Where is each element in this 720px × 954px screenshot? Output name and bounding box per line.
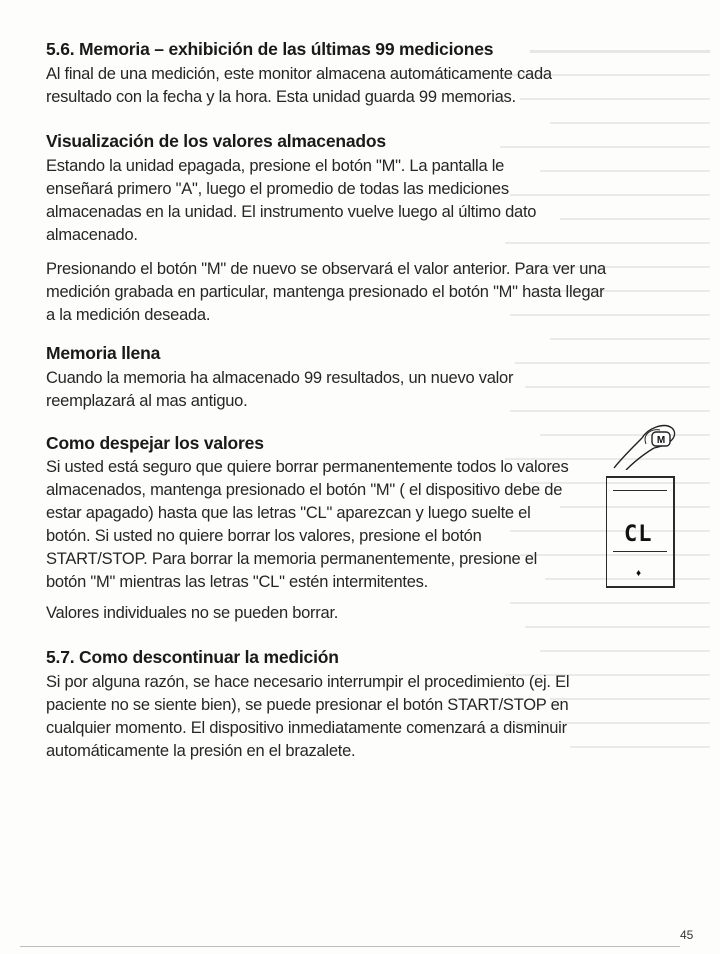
footer-rule: [20, 946, 680, 947]
page-number: 45: [680, 928, 694, 942]
paragraph-stop-1: Si por alguna razón, se hace necesario interrumpir el procedimiento (ej. El paciente no se siente bien), se puede presionar el botón START/STOP en cualquier momento. El dispositivo inmediatamente comenzará a disminuir automáticamente la presión en el brazalete.: [46, 673, 570, 760]
section-title-clear: Como despejar los valores: [46, 433, 264, 453]
finger-press-m-button-illustration: [612, 418, 678, 470]
section-title-memory: 5.6. Memoria – exhibición de las últimas 99 mediciones: [46, 39, 494, 59]
paragraph-full-1: Cuando la memoria ha almacenado 99 resultados, un nuevo valor reemplazará al mas antiguo.: [46, 369, 514, 410]
section-title-full: Memoria llena: [46, 343, 161, 363]
section-title-stop: 5.7. Como descontinuar la medición: [46, 647, 339, 667]
paragraph-view-1: Estando la unidad epagada, presione el botón "M". La pantalla le enseñará primero "A", luego el promedio de todas las mediciones almacenadas en la unidad. El instrumento vuelve luego al último dato almacenado.: [46, 157, 537, 244]
paragraph-view-2: Presionando el botón "M" de nuevo se observará el valor anterior. Para ver una medición grabada en particular, mantenga presionado el botón "M" hasta llegar a la medición deseada.: [46, 260, 606, 324]
paragraph-memory-intro: Al final de una medición, este monitor almacena automáticamente cada resultado con la fecha y la hora. Esta unidad guarda 99 memorias.: [46, 65, 552, 106]
display-cl-text: CL: [624, 522, 653, 547]
paragraph-clear-2: Valores individuales no se pueden borrar.: [46, 604, 339, 622]
monitor-display-illustration: [606, 476, 675, 588]
section-title-view: Visualización de los valores almacenados: [46, 131, 386, 151]
heart-symbol-icon: ♦: [636, 568, 642, 579]
paragraph-clear-1: Si usted está seguro que quiere borrar permanentemente todos lo valores almacenados, mantenga presionado el botón "M" ( el dispositivo debe de estar apagado) hasta que las letras "CL" aparezcan y luego suelte el botón. Si usted no quiere borrar los valores, presione el botón START/STOP. Para borrar la memoria permanentemente, presione el botón "M" mientras las letras "CL" estén intermitentes.: [46, 458, 569, 591]
m-button-label: M: [656, 435, 666, 446]
